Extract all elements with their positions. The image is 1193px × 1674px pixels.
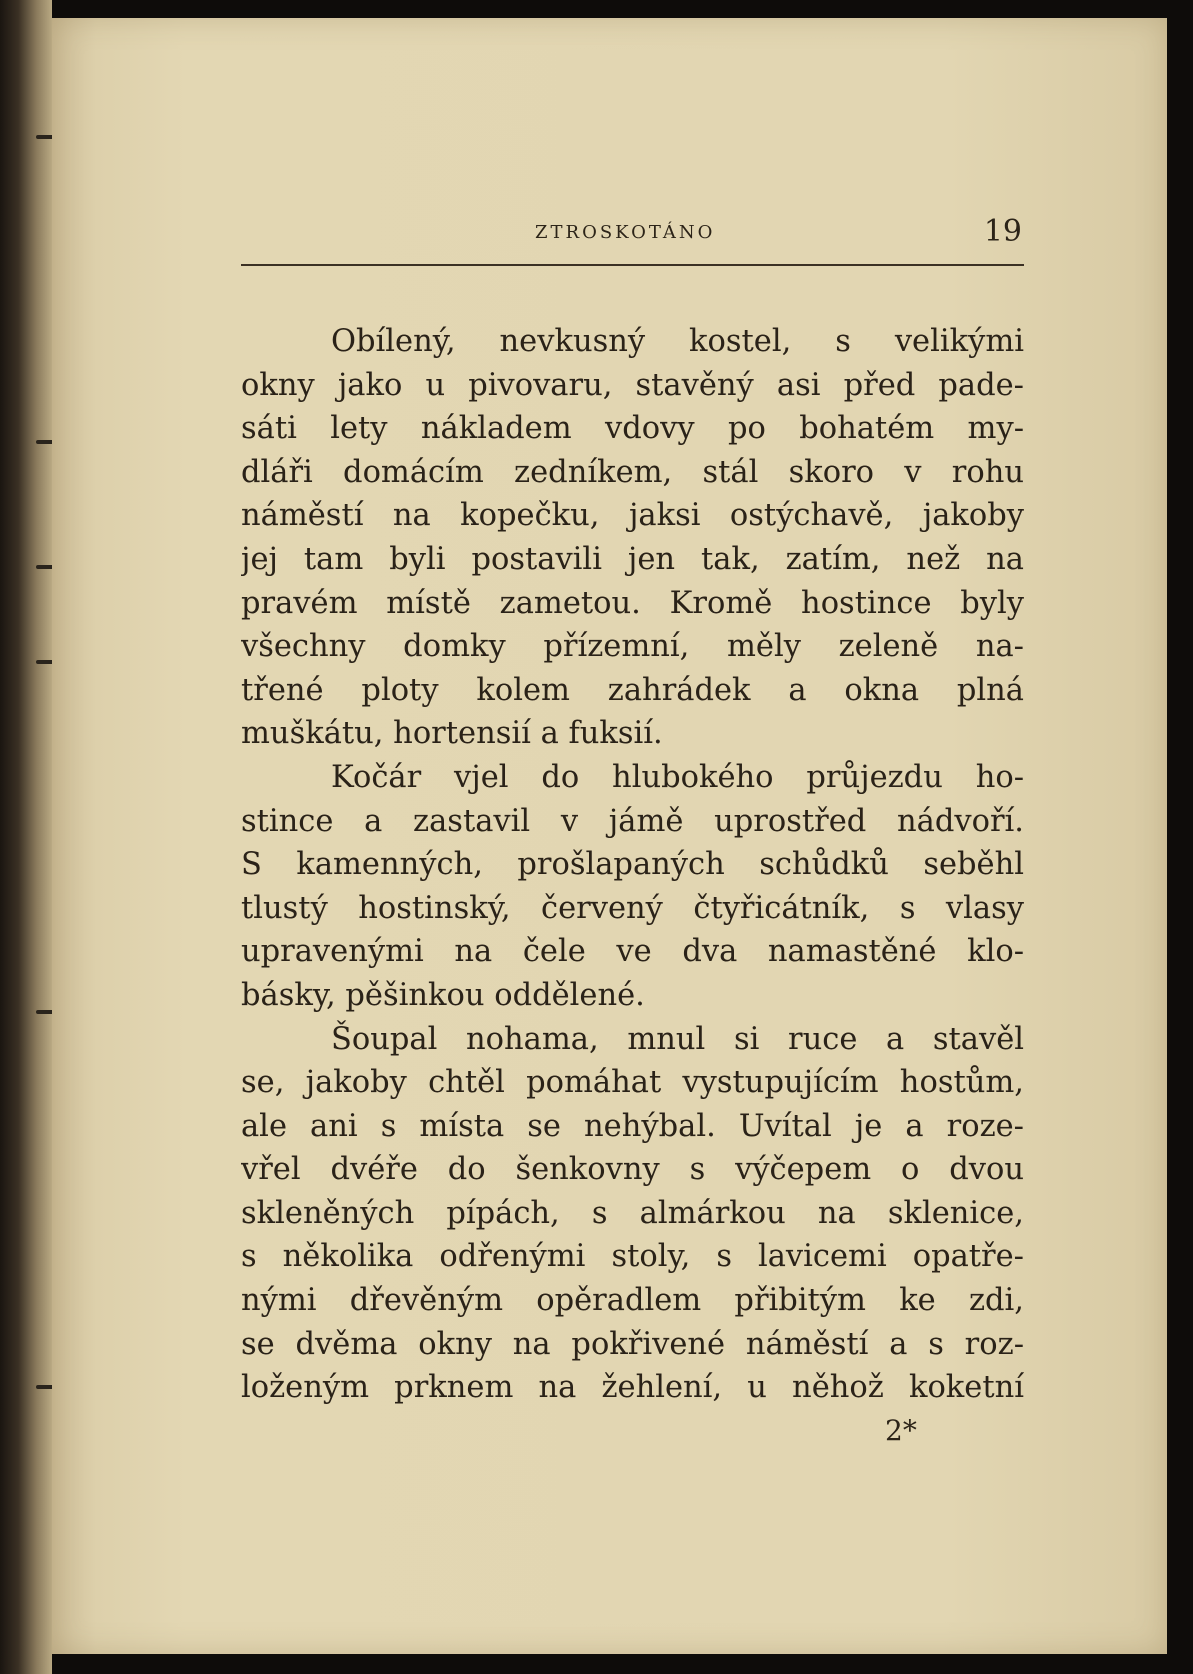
- text-line: třené ploty kolem zahrádek a okna plná: [241, 672, 1024, 708]
- page-header: [241, 214, 1024, 254]
- header-rule: [241, 264, 1024, 266]
- running-head: ZTROSKOTÁNO: [535, 222, 716, 243]
- text-line: Obílený, nevkusný kostel, s velikými: [331, 324, 1024, 359]
- text-line: všechny domky přízemní, měly zeleně na-: [241, 629, 1024, 665]
- text-line: Šoupal nohama, mnul si ruce a stavěl: [331, 1021, 1024, 1057]
- body-text: [241, 320, 1024, 1410]
- text-line: skleněných pípách, s almárkou na sklenice,: [241, 1195, 1024, 1231]
- text-line: náměstí na kopečku, jaksi ostýchavě, jakoby: [241, 498, 1024, 534]
- text-line: okny jako u pivovaru, stavěný asi před pade-: [241, 367, 1024, 403]
- text-line: ale ani s místa se nehýbal. Uvítal je a roze-: [241, 1108, 1024, 1144]
- text-line: pravém místě zametou. Kromě hostince byly: [241, 585, 1024, 621]
- text-line: muškátu, hortensií a fuksií.: [241, 716, 663, 752]
- text-line: s několika odřenými stoly, s lavicemi opatře-: [241, 1239, 1024, 1275]
- book-spine: [0, 0, 52, 1674]
- text-line: upravenými na čele ve dva namastěné klo-: [241, 934, 1024, 970]
- text-line: tlustý hostinský, červený čtyřicátník, s vlasy: [241, 890, 1024, 926]
- text-line: sáti lety nákladem vdovy po bohatém my-: [241, 411, 1024, 447]
- text-line: S kamenných, prošlapaných schůdků seběhl: [241, 847, 1024, 883]
- text-line: stince a zastavil v jámě uprostřed nádvoří.: [241, 803, 1024, 839]
- text-line: dláři domácím zedníkem, stál skoro v rohu: [241, 454, 1024, 490]
- text-line: básky, pěšinkou oddělené.: [241, 977, 645, 1013]
- text-line: se dvěma okny na pokřivené náměstí a s roz-: [241, 1326, 1024, 1362]
- signature-mark: 2*: [885, 1414, 917, 1447]
- text-line: Kočár vjel do hlubokého průjezdu ho-: [331, 759, 1024, 795]
- text-line: vřel dvéře do šenkovny s výčepem o dvou: [241, 1152, 1024, 1188]
- text-line: loženým prknem na žehlení, u něhož koketní: [241, 1370, 1024, 1406]
- text-line: jej tam byli postavili jen tak, zatím, než na: [241, 541, 1024, 577]
- text-line: nými dřevěným opěradlem přibitým ke zdi,: [241, 1283, 1024, 1319]
- page-number: 19: [983, 214, 1022, 249]
- text-line: se, jakoby chtěl pomáhat vystupujícím hostům,: [241, 1065, 1024, 1101]
